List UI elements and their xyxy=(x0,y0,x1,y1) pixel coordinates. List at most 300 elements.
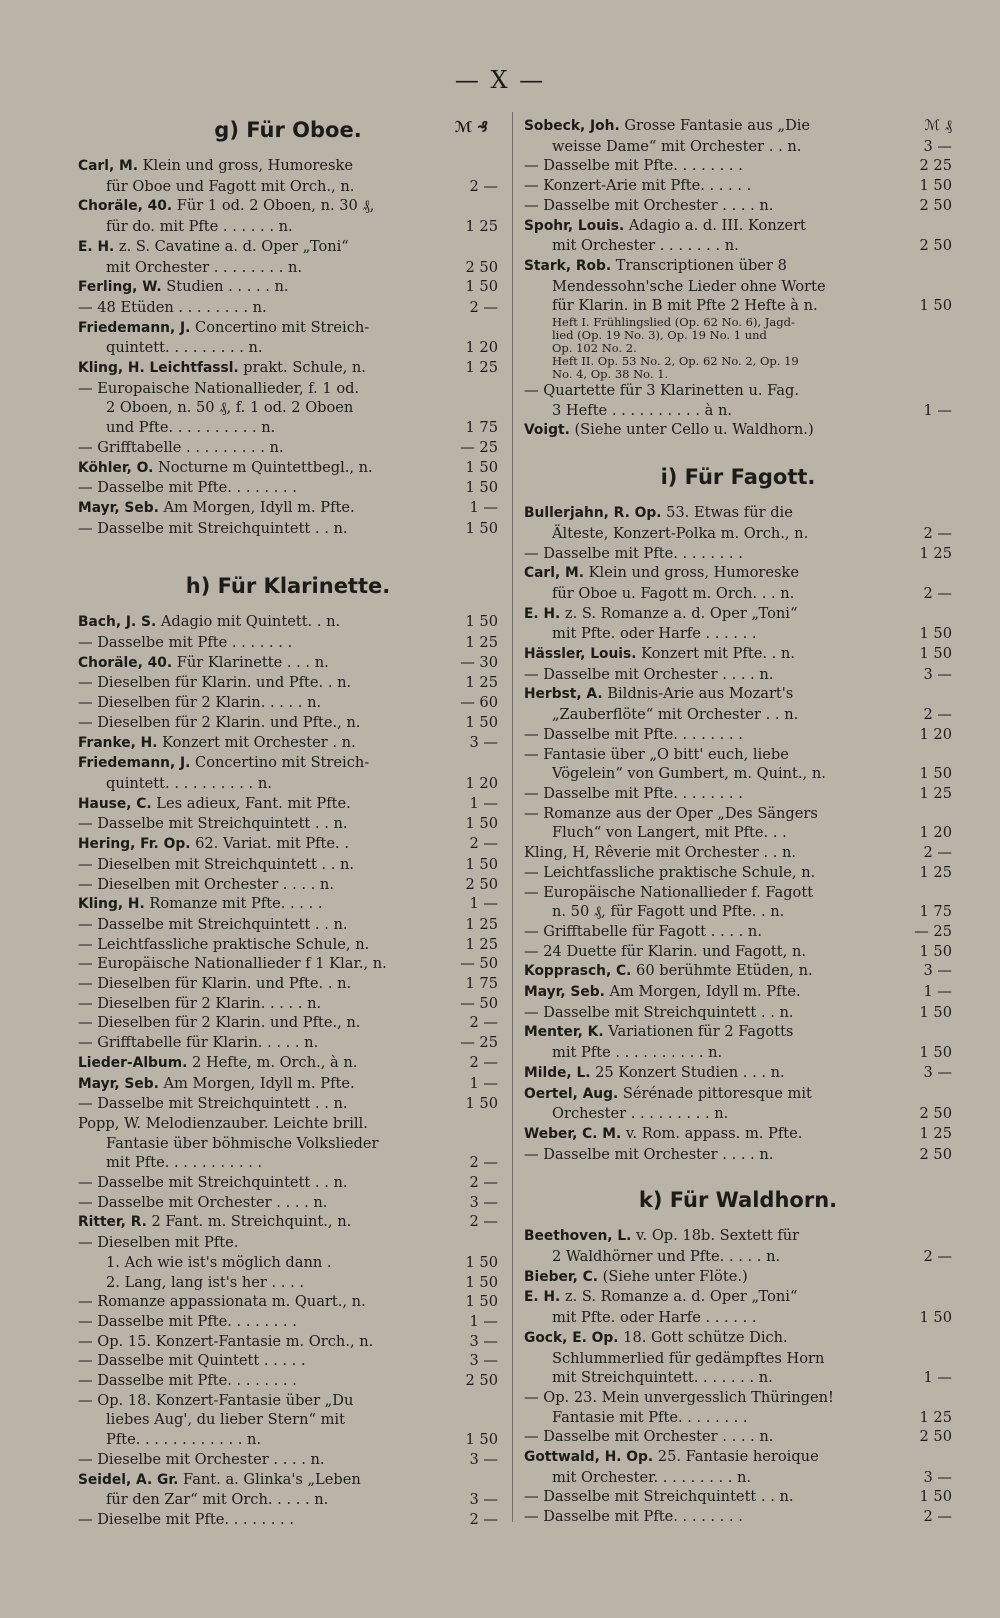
entry-price: 3 — xyxy=(923,962,952,980)
entry-title: für Oboe und Fagott mit Orch., n. xyxy=(106,177,355,195)
entry-title: für Oboe u. Fagott m. Orch. . . n. xyxy=(552,584,795,602)
catalog-entry xyxy=(524,1084,952,1105)
entry-title: 1. Ach wie ist's möglich dann . xyxy=(106,1253,332,1271)
section-heading-text: h) Für Klarinette. xyxy=(185,574,391,599)
entry-title: — Dasselbe mit Streichquintett . . n. xyxy=(524,1488,794,1506)
entry-title: Friedemann, J. Concertino mit Streich- xyxy=(78,318,370,336)
entry-title: — Leichtfassliche praktische Schule, n. xyxy=(78,935,370,953)
entry-price: 1 50 xyxy=(465,815,498,833)
entry-title: — Dasselbe mit Pfte. . . . . . . . xyxy=(78,479,297,497)
catalog-entry xyxy=(78,398,498,418)
entry-price xyxy=(894,684,952,705)
catalog-entry xyxy=(78,156,498,177)
catalog-entry xyxy=(78,519,498,539)
entry-title: — Dieselben mit Streichquintett . . n. xyxy=(78,855,355,873)
entry-title: — Dieselbe mit Orchester . . . . n. xyxy=(78,1450,325,1468)
entry-price: 2 50 xyxy=(465,1372,498,1390)
entry-price: 2 — xyxy=(469,1014,498,1032)
catalog-entry xyxy=(524,1368,952,1388)
catalog-entry xyxy=(524,745,952,765)
catalog-entry xyxy=(524,942,952,962)
entry-title: „Zauberflöte“ mit Orchester . . n. xyxy=(552,706,799,724)
entry-title: für Klarin. in B mit Pfte 2 Hefte à n. xyxy=(552,297,818,315)
catalog-entry xyxy=(524,1447,952,1468)
entry-title: — Dieselben mit Orchester . . . . n. xyxy=(78,875,334,893)
entry-price: 1 — xyxy=(469,1312,498,1330)
entry-price: 1 — xyxy=(923,983,952,1001)
entry-price xyxy=(894,277,952,297)
catalog-entry xyxy=(524,236,952,256)
entry-price: 1 — xyxy=(469,895,498,913)
catalog-note: lied (Op. 19 No. 3), Op. 19 No. 1 und xyxy=(552,328,767,343)
entry-price xyxy=(440,318,498,339)
catalog-entry xyxy=(78,1233,498,1253)
catalog-entry xyxy=(524,1267,952,1288)
entry-title: mit Streichquintett. . . . . . . n. xyxy=(552,1369,773,1387)
catalog-entry xyxy=(78,318,498,339)
entry-price: 1 25 xyxy=(465,915,498,933)
entry-title: Bullerjahn, R. Op. 53. Etwas für die xyxy=(524,504,793,522)
catalog-entry xyxy=(78,994,498,1014)
entry-title: Milde, L. 25 Konzert Studien . . . n. xyxy=(524,1063,785,1081)
entry-title: und Pfte. . . . . . . . . . n. xyxy=(106,419,276,437)
catalog-entry xyxy=(78,196,498,217)
catalog-entry xyxy=(78,915,498,935)
catalog-entry xyxy=(78,1074,498,1095)
entry-title: — Dasselbe mit Orchester . . . . n. xyxy=(524,196,774,214)
entry-price: 3 — xyxy=(923,665,952,683)
catalog-entry xyxy=(78,338,498,358)
catalog-entry xyxy=(78,1371,498,1391)
entry-title: Mayr, Seb. Am Morgen, Idyll m. Pfte. xyxy=(524,983,801,1001)
catalog-entry xyxy=(524,216,952,237)
catalog-entry xyxy=(78,713,498,733)
section-heading xyxy=(78,574,498,604)
entry-price: 1 50 xyxy=(465,713,498,731)
entry-title: Orchester . . . . . . . . . n. xyxy=(552,1105,729,1123)
section-heading-text: g) Für Oboe. xyxy=(214,118,362,142)
catalog-entry xyxy=(78,1470,498,1491)
entry-title: Kling, H, Rêverie mit Orchester . . n. xyxy=(524,844,797,862)
entry-title: — Dasselbe mit Streichquintett . . n. xyxy=(78,915,348,933)
catalog-entry xyxy=(524,296,952,316)
catalog-entry xyxy=(78,855,498,875)
entry-title: mit Pfte. oder Harfe . . . . . . xyxy=(552,625,757,643)
entry-title: Kling, H. Leichtfassl. prakt. Schule, n. xyxy=(78,359,366,377)
entry-title: mit Orchester. . . . . . . . . n. xyxy=(552,1468,752,1486)
catalog-entry xyxy=(78,693,498,713)
entry-title: — Grifftabelle . . . . . . . . . n. xyxy=(78,438,284,456)
catalog-entry xyxy=(78,258,498,278)
entry-title: — Dieselben für Klarin. und Pfte. . n. xyxy=(78,975,352,993)
catalog-entry xyxy=(524,1427,952,1447)
catalog-entry xyxy=(524,563,952,584)
entry-title: — Op. 18. Konzert-Fantasie über „Du xyxy=(78,1391,354,1409)
entry-price: 1 50 xyxy=(465,1273,498,1291)
entry-title: für do. mit Pfte . . . . . . n. xyxy=(106,218,293,236)
entry-title: mit Pfte. . . . . . . . . . . xyxy=(106,1154,263,1172)
entry-price xyxy=(894,420,952,441)
entry-price: 1 — xyxy=(469,794,498,812)
entry-title: Fluch“ von Langert, mit Pfte. . . xyxy=(552,824,787,842)
catalog-entry xyxy=(524,1349,952,1369)
entry-title: — Dasselbe mit Orchester . . . . n. xyxy=(524,665,774,683)
entry-price: 1 50 xyxy=(465,479,498,497)
entry-title: — Op. 15. Konzert-Fantasie m. Orch., n. xyxy=(78,1332,374,1350)
entry-title: E. H. z. S. Cavatine a. d. Oper „Toni“ xyxy=(78,237,349,255)
entry-title: — Dasselbe mit Streichquintett . . n. xyxy=(78,1174,348,1192)
entry-price: 1 — xyxy=(923,401,952,419)
entry-title: Friedemann, J. Concertino mit Streich- xyxy=(78,754,370,772)
catalog-entry xyxy=(78,1490,498,1510)
entry-title: — Dieselben mit Pfte. xyxy=(78,1234,239,1252)
entry-title: — Dasselbe mit Orchester . . . . n. xyxy=(78,1193,328,1211)
entry-title: Fantasie über böhmische Volkslieder xyxy=(106,1134,379,1152)
catalog-entry xyxy=(524,1388,952,1408)
entry-price: 3 — xyxy=(469,733,498,751)
entry-price: 2 — xyxy=(923,706,952,724)
entry-title: Choräle, 40. Für 1 od. 2 Oboen, n. 30 ₰, xyxy=(78,197,375,215)
catalog-entry xyxy=(78,753,498,774)
catalog-entry xyxy=(524,922,952,942)
catalog-entry xyxy=(78,1033,498,1053)
entry-title: Menter, K. Variationen für 2 Fagotts xyxy=(524,1023,794,1041)
entry-price xyxy=(894,883,952,903)
entry-title: 2 Waldhörner und Pfte. . . . . n. xyxy=(552,1248,781,1266)
entry-title: — Grifftabelle für Klarin. . . . . n. xyxy=(78,1034,319,1052)
entry-price: 1 20 xyxy=(465,774,498,792)
entry-price: 1 20 xyxy=(465,339,498,357)
entry-title: — Dieselben für Klarin. und Pfte. . n. xyxy=(78,674,352,692)
entry-price xyxy=(894,1287,952,1308)
entry-title: — Romanze appassionata m. Quart., n. xyxy=(78,1293,366,1311)
catalog-entry xyxy=(78,498,498,519)
entry-price: — 25 xyxy=(460,438,498,456)
entry-price: 3 — xyxy=(923,1468,952,1486)
entry-title: Älteste, Konzert-Polka m. Orch., n. xyxy=(552,524,809,542)
catalog-note: Op. 102 No. 2. xyxy=(552,341,637,356)
entry-price xyxy=(440,398,498,418)
entry-title: E. H. z. S. Romanze a. d. Oper „Toni“ xyxy=(524,604,798,622)
entry-title: Ferling, W. Studien . . . . . n. xyxy=(78,278,289,296)
catalog-entry xyxy=(78,834,498,855)
entry-price xyxy=(894,381,952,401)
entry-price: 1 25 xyxy=(919,544,952,562)
entry-title: E. H. z. S. Romanze a. d. Oper „Toni“ xyxy=(524,1288,798,1306)
entry-title: — Dasselbe mit Orchester . . . . n. xyxy=(524,1428,774,1446)
catalog-entry xyxy=(524,196,952,216)
catalog-entry xyxy=(78,1510,498,1530)
section-heading xyxy=(524,1188,952,1218)
entry-price xyxy=(440,1114,498,1134)
entry-price xyxy=(894,1447,952,1468)
entry-title: für den Zar“ mit Orch. . . . . n. xyxy=(106,1491,329,1509)
catalog-entry xyxy=(78,814,498,834)
entry-title: Mendessohn'sche Lieder ohne Worte xyxy=(552,277,826,295)
catalog-entry xyxy=(524,705,952,725)
catalog-entry xyxy=(524,1247,952,1267)
entry-price xyxy=(440,237,498,258)
catalog-entry xyxy=(524,544,952,564)
catalog-entry xyxy=(78,733,498,754)
entry-price xyxy=(440,1470,498,1491)
catalog-entry xyxy=(78,217,498,237)
entry-title: Bach, J. S. Adagio mit Quintett. . n. xyxy=(78,613,341,631)
entry-price: 1 50 xyxy=(465,519,498,537)
entry-title: Kling, H. Romanze mit Pfte. . . . . xyxy=(78,895,323,913)
entry-title: Beethoven, L. v. Op. 18b. Sextett für xyxy=(524,1227,800,1245)
entry-title: — Europaische Nationallieder, f. 1 od. xyxy=(78,379,360,397)
entry-price: 2 50 xyxy=(919,1145,952,1163)
catalog-entry xyxy=(524,401,952,421)
entry-price: 1 50 xyxy=(465,1253,498,1271)
entry-title: — Dasselbe mit Pfte . . . . . . . xyxy=(78,634,293,652)
catalog-entry xyxy=(524,1043,952,1063)
catalog-entry xyxy=(78,1094,498,1114)
catalog-entry xyxy=(78,1312,498,1332)
entry-price: — 60 xyxy=(460,694,498,712)
section-spacer xyxy=(524,1164,952,1186)
catalog-entry xyxy=(78,1253,498,1273)
catalog-entry xyxy=(524,1287,952,1308)
entry-title: Weber, C. M. v. Rom. appass. m. Pfte. xyxy=(524,1124,803,1142)
entry-price: — 25 xyxy=(460,1034,498,1052)
entry-title: mit Orchester . . . . . . . . n. xyxy=(106,258,303,276)
entry-title: — Dieselben für 2 Klarin. und Pfte., n. xyxy=(78,713,361,731)
catalog-entry xyxy=(524,381,952,401)
entry-price: 1 — xyxy=(469,498,498,516)
entry-title: — Dasselbe mit Streichquintett . . n. xyxy=(78,1095,348,1113)
catalog-entry xyxy=(78,894,498,915)
entry-title: Carl, M. Klein und gross, Humoreske xyxy=(78,157,354,174)
catalog-entry xyxy=(78,954,498,974)
catalog-entry xyxy=(78,438,498,458)
entry-title: Herbst, A. Bildnis-Arie aus Mozart's xyxy=(524,685,794,703)
catalog-note: No. 4, Op. 38 No. 1. xyxy=(552,367,669,382)
entry-price: 2 50 xyxy=(919,1428,952,1446)
entry-title: n. 50 ₰, für Fagott und Pfte. . n. xyxy=(552,903,785,921)
entry-title: Hässler, Louis. Konzert mit Pfte. . n. xyxy=(524,645,795,663)
entry-title: Hering, Fr. Op. 62. Variat. mit Pfte. . xyxy=(78,835,349,853)
entry-title: Köhler, O. Nocturne m Quintettbegl., n. xyxy=(78,458,373,476)
entry-title: — Dasselbe mit Streichquintett . . n. xyxy=(524,1003,794,1021)
catalog-entry xyxy=(524,277,952,297)
entry-price xyxy=(440,753,498,774)
section-spacer xyxy=(78,538,498,572)
entry-title: Gock, E. Op. 18. Gott schütze Dich. xyxy=(524,1328,788,1346)
entry-title: Vögelein“ von Gumbert, m. Quint., n. xyxy=(552,765,826,783)
entry-title: 2 Oboen, n. 50 ₰, f. 1 od. 2 Oboen xyxy=(106,399,354,417)
catalog-entry xyxy=(524,524,952,544)
entry-title: — Dasselbe mit Quintett . . . . . xyxy=(78,1352,306,1370)
entry-title: 2. Lang, lang ist's her . . . . xyxy=(106,1273,305,1291)
entry-price: 1 25 xyxy=(465,359,498,377)
catalog-entry xyxy=(524,1022,952,1043)
entry-price xyxy=(894,1388,952,1408)
entry-price: 2 — xyxy=(923,1508,952,1526)
entry-price: 1 25 xyxy=(919,784,952,802)
entry-title: — Dasselbe mit Pfte. . . . . . . . xyxy=(524,1508,743,1526)
catalog-entry xyxy=(524,1308,952,1328)
section-heading xyxy=(78,118,498,148)
entry-price: 1 — xyxy=(923,1369,952,1387)
entry-title: Hause, C. Les adieux, Fant. mit Pfte. xyxy=(78,794,351,812)
catalog-entry xyxy=(524,725,952,745)
entry-price: 1 20 xyxy=(919,824,952,842)
entry-price: 2 25 xyxy=(919,157,952,175)
entry-title: quintett. . . . . . . . . n. xyxy=(106,339,263,357)
catalog-entry xyxy=(524,116,952,137)
entry-price xyxy=(894,503,952,524)
catalog-note: Heft II. Op. 53 No. 2, Op. 62 No. 2, Op. 19 xyxy=(552,354,799,369)
entry-price: 1 25 xyxy=(919,1124,952,1142)
entry-price xyxy=(894,1328,952,1349)
entry-title: — Dasselbe mit Orchester . . . . n. xyxy=(524,1145,774,1163)
entry-price: 1 75 xyxy=(919,903,952,921)
catalog-entry xyxy=(524,843,952,863)
entry-price: 2 — xyxy=(469,1213,498,1231)
catalog-entry xyxy=(78,612,498,633)
catalog-entry xyxy=(78,1332,498,1352)
entry-title: — Dasselbe mit Pfte. . . . . . . . xyxy=(78,1312,297,1330)
entry-price xyxy=(440,156,498,177)
entry-title: Carl, M. Klein und gross, Humoreske xyxy=(524,564,800,582)
entry-price: 3 — xyxy=(469,1352,498,1370)
entry-price: 1 25 xyxy=(465,935,498,953)
catalog-entry xyxy=(524,1003,952,1023)
entry-price: 2 50 xyxy=(919,237,952,255)
entry-price: 2 — xyxy=(469,1154,498,1172)
entry-price: 1 50 xyxy=(465,613,498,631)
catalog-entry xyxy=(78,794,498,815)
entry-title: Seidel, A. Gr. Fant. a. Glinka's „Leben xyxy=(78,1470,361,1488)
entry-price: 3 — xyxy=(469,1332,498,1350)
entry-title: — 24 Duette für Klarin. und Fagott, n. xyxy=(524,942,806,960)
entry-price: 3 — xyxy=(923,1063,952,1081)
catalog-entry xyxy=(78,1053,498,1074)
entry-price: 2 50 xyxy=(919,1105,952,1123)
entry-price: 1 50 xyxy=(465,1293,498,1311)
entry-price xyxy=(894,1022,952,1043)
entry-price: 2 — xyxy=(923,844,952,862)
catalog-entry xyxy=(524,1226,952,1247)
catalog-entry xyxy=(78,177,498,197)
entry-title: Popp, W. Melodienzauber. Leichte brill. xyxy=(78,1114,368,1132)
entry-price: 1 50 xyxy=(919,765,952,783)
entry-price xyxy=(894,563,952,584)
catalog-note: Heft I. Frühlingslied (Op. 62 No. 6), Jagd- xyxy=(552,315,795,330)
left-column xyxy=(78,116,498,1530)
entry-title: — Op. 23. Mein unvergesslich Thüringen! xyxy=(524,1388,834,1406)
catalog-entry xyxy=(524,1468,952,1488)
catalog-entry xyxy=(524,804,952,824)
entry-price: 1 25 xyxy=(465,218,498,236)
entry-price xyxy=(440,1410,498,1430)
entry-title: — Dieselben für 2 Klarin. und Pfte., n. xyxy=(78,1014,361,1032)
entry-price xyxy=(440,1134,498,1154)
entry-price: 1 75 xyxy=(465,419,498,437)
catalog-entry xyxy=(524,684,952,705)
catalog-entry xyxy=(78,1134,498,1154)
catalog-entry xyxy=(524,137,952,157)
catalog-entry xyxy=(524,1063,952,1084)
entry-price: 3 — xyxy=(923,137,952,155)
entry-price: 2 — xyxy=(469,177,498,195)
entry-title: Ritter, R. 2 Fant. m. Streichquint., n. xyxy=(78,1213,352,1231)
entry-title: — Romanze aus der Oper „Des Sängers xyxy=(524,804,818,822)
section-spacer xyxy=(524,441,952,463)
entry-price: 2 — xyxy=(469,1053,498,1071)
entry-title: mit Pfte . . . . . . . . . . n. xyxy=(552,1044,723,1062)
catalog-entry xyxy=(524,176,952,196)
section-heading xyxy=(524,465,952,495)
entry-title: Gottwald, H. Op. 25. Fantasie heroique xyxy=(524,1448,819,1466)
entry-price: 1 50 xyxy=(919,645,952,663)
catalog-entry xyxy=(78,1273,498,1293)
entry-price: 1 25 xyxy=(465,674,498,692)
catalog-entry xyxy=(78,478,498,498)
entry-title: liebes Aug', du lieber Stern“ mit xyxy=(106,1411,345,1429)
entry-title: — Dasselbe mit Streichquintett . . n. xyxy=(78,815,348,833)
entry-title: 3 Hefte . . . . . . . . . . à n. xyxy=(552,401,732,419)
entry-title: Bieber, C. (Siehe unter Flöte.) xyxy=(524,1267,748,1285)
catalog-entry xyxy=(78,673,498,693)
entry-title: Spohr, Louis. Adagio a. d. III. Konzert xyxy=(524,216,806,234)
catalog-entry xyxy=(78,974,498,994)
entry-price: 1 25 xyxy=(465,634,498,652)
catalog-entry xyxy=(524,156,952,176)
catalog-entry xyxy=(78,1450,498,1470)
catalog-entry xyxy=(524,902,952,922)
entry-title: — Europäische Nationallieder f. Fagott xyxy=(524,883,814,901)
catalog-entry xyxy=(78,1193,498,1213)
entry-price xyxy=(894,216,952,237)
catalog-entry xyxy=(78,875,498,895)
catalog-entry xyxy=(78,1114,498,1134)
entry-title: Lieder-Album. 2 Hefte, m. Orch., à n. xyxy=(78,1053,358,1071)
entry-price: 1 50 xyxy=(465,1431,498,1449)
entry-price: 1 75 xyxy=(465,975,498,993)
entry-price xyxy=(894,1267,952,1288)
catalog-entry xyxy=(78,1391,498,1411)
entry-price: — 50 xyxy=(460,994,498,1012)
entry-title: — Dasselbe mit Pfte. . . . . . . . xyxy=(78,1372,297,1390)
entry-title: — Dieselben für 2 Klarin. . . . . n. xyxy=(78,994,322,1012)
entry-price xyxy=(440,1233,498,1253)
entry-title: — Dieselbe mit Pfte. . . . . . . . xyxy=(78,1511,294,1528)
entry-price: 1 50 xyxy=(919,1003,952,1021)
catalog-entry xyxy=(524,823,952,843)
section-heading-text: i) Für Fagott. xyxy=(660,465,816,490)
entry-title: Oertel, Aug. Sérénade pittoresque mit xyxy=(524,1084,812,1102)
catalog-entry xyxy=(524,256,952,277)
entry-price: 1 50 xyxy=(465,458,498,476)
entry-price: 1 50 xyxy=(919,942,952,960)
entry-title: — Grifftabelle für Fagott . . . . n. xyxy=(524,922,762,940)
catalog-entry xyxy=(524,863,952,883)
catalog-entry xyxy=(78,935,498,955)
entry-price: 2 — xyxy=(923,584,952,602)
entry-title: Schlummerlied für gedämpftes Horn xyxy=(552,1349,825,1367)
entry-price: 2 50 xyxy=(465,875,498,893)
entry-price xyxy=(894,745,952,765)
right-column xyxy=(524,116,952,1527)
entry-price: 1 20 xyxy=(919,725,952,743)
catalog-entry xyxy=(78,418,498,438)
catalog-entry xyxy=(524,1124,952,1145)
entry-price: 1 50 xyxy=(919,1309,952,1327)
entry-price: 1 50 xyxy=(465,1095,498,1113)
